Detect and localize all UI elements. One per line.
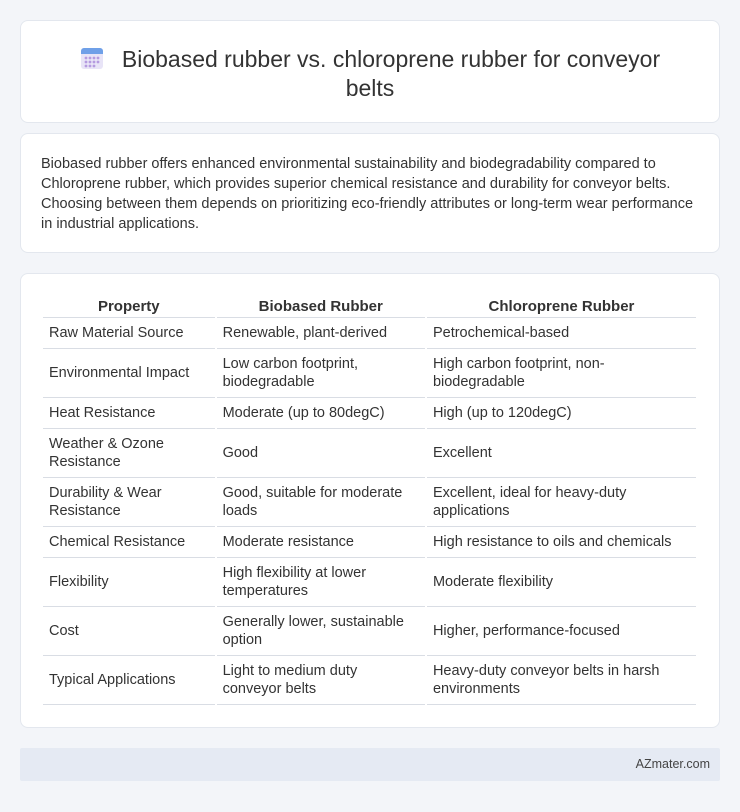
page-title: Biobased rubber vs. chloroprene rubber for conveyor belts: [121, 46, 661, 101]
cell-property: Cost: [43, 607, 215, 656]
footer-site-link[interactable]: AZmater.com: [635, 757, 710, 771]
cell-biobased: Good: [217, 429, 425, 478]
table-row: [43, 478, 696, 527]
cell-biobased: Renewable, plant-derived: [217, 318, 425, 349]
cell-biobased: Generally lower, sustainable option: [217, 607, 425, 656]
cell-biobased: Good, suitable for moderate loads: [217, 478, 425, 527]
table-row: [43, 656, 696, 705]
cell-chloroprene: Excellent: [427, 429, 696, 478]
page-title-wrap: [21, 45, 719, 103]
cell-chloroprene: High (up to 120degC): [427, 398, 696, 429]
summary-card: [20, 133, 720, 253]
cell-property: Typical Applications: [43, 656, 215, 705]
table-row: [43, 558, 696, 607]
cell-biobased: Light to medium duty conveyor belts: [217, 656, 425, 705]
footer: [20, 748, 720, 781]
table-row: [43, 398, 696, 429]
cell-chloroprene: High carbon footprint, non-biodegradable: [427, 349, 696, 398]
cell-property: Chemical Resistance: [43, 527, 215, 558]
table-row: [43, 429, 696, 478]
summary-text: Biobased rubber offers enhanced environmental sustainability and biodegradability compared to Chloroprene rubber, which provides superior chemical resistance and durability for conveyor belts. Choosing between them depends on prioritizing eco-friendly attributes or long-term wear performance in industrial applications.: [41, 156, 694, 232]
cell-biobased: Low carbon footprint, biodegradable: [217, 349, 425, 398]
cell-chloroprene: Heavy-duty conveyor belts in harsh environments: [427, 656, 696, 705]
table-row: [43, 607, 696, 656]
cell-chloroprene: Moderate flexibility: [427, 558, 696, 607]
cell-chloroprene: Petrochemical-based: [427, 318, 696, 349]
cell-biobased: Moderate (up to 80degC): [217, 398, 425, 429]
comparison-table: [41, 296, 698, 705]
cell-property: Raw Material Source: [43, 318, 215, 349]
cell-property: Flexibility: [43, 558, 215, 607]
table-row: [43, 349, 696, 398]
cell-chloroprene: Excellent, ideal for heavy-duty applications: [427, 478, 696, 527]
table-header-row: [43, 296, 696, 318]
table-row: [43, 318, 696, 349]
cell-property: Environmental Impact: [43, 349, 215, 398]
comparison-card: [20, 273, 720, 728]
cell-chloroprene: Higher, performance-focused: [427, 607, 696, 656]
cell-property: Weather & Ozone Resistance: [43, 429, 215, 478]
title-card: [20, 20, 720, 123]
cell-biobased: High flexibility at lower temperatures: [217, 558, 425, 607]
table-row: [43, 527, 696, 558]
header-chloroprene: Chloroprene Rubber: [427, 296, 696, 318]
cell-property: Durability & Wear Resistance: [43, 478, 215, 527]
calendar-grid-icon: [80, 46, 104, 70]
cell-property: Heat Resistance: [43, 398, 215, 429]
cell-biobased: Moderate resistance: [217, 527, 425, 558]
header-biobased: Biobased Rubber: [217, 296, 425, 318]
cell-chloroprene: High resistance to oils and chemicals: [427, 527, 696, 558]
header-property: Property: [43, 296, 215, 318]
